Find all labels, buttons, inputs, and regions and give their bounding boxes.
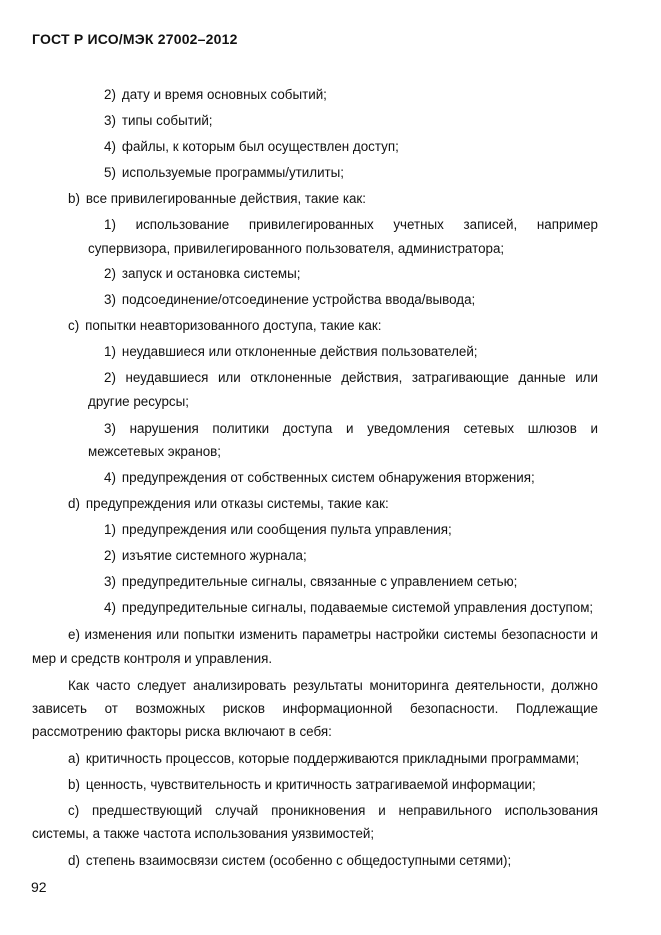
item-text: файлы, к которым был осуществлен доступ; [121, 139, 399, 154]
list-item [104, 164, 344, 181]
item-text: использование привилегированных учетных записей, например [135, 217, 598, 232]
item-continuation: системы, а также частота использования уязвимостей; [32, 826, 375, 841]
item-text: изъятие системного журнала; [121, 548, 307, 563]
list-item [104, 265, 300, 282]
section-label: b) [68, 191, 80, 206]
section-item-e [68, 626, 598, 643]
item-text: дату и время основных событий; [121, 87, 327, 102]
item-text: нарушения политики доступа и уведомления сетевых шлюзов и [129, 421, 598, 436]
item-text: степень взаимосвязи систем (особенно с общедоступными сетями); [85, 853, 512, 868]
item-number: 4) [104, 600, 116, 615]
item-text: неудавшиеся или отклоненные действия, затрагивающие данные или [125, 370, 598, 385]
list-item [68, 750, 579, 767]
item-continuation: межсетевых экранов; [88, 444, 222, 459]
item-text: предшествующий случай проникновения и неправильного использования [92, 803, 598, 818]
list-item [68, 776, 536, 793]
item-number: 2) [104, 87, 116, 102]
section-label: d) [68, 496, 80, 511]
section-item-b [68, 190, 366, 207]
item-continuation: мер и средств контроля и управления. [32, 651, 273, 666]
list-item [68, 852, 511, 869]
item-text: неудавшиеся или отклоненные действия пользователей; [121, 344, 478, 359]
item-text: запуск и остановка системы; [121, 266, 301, 281]
item-text: предупредительные сигналы, связанные с управлением сетью; [121, 574, 518, 589]
item-number: 3) [104, 292, 116, 307]
list-item [104, 573, 517, 590]
section-text: предупреждения или отказы системы, такие как: [85, 496, 389, 511]
item-text: критичность процессов, которые поддерживаются прикладными программами; [85, 751, 580, 766]
paragraph-line: зависеть от возможных рисков информационной безопасности. Подлежащие [32, 701, 598, 716]
list-item [104, 216, 598, 233]
item-text: предупреждения от собственных систем обнаружения вторжения; [121, 470, 535, 485]
list-item [104, 420, 598, 437]
section-text: попытки неавторизованного доступа, такие как: [85, 318, 382, 333]
page-number: 92 [31, 879, 47, 895]
list-item [104, 469, 535, 486]
document-header: ГОСТ Р ИСО/МЭК 27002–2012 [32, 31, 238, 47]
section-label: e) [68, 627, 80, 642]
section-text: изменения или попытки изменить параметры настройки системы безопасности и [84, 627, 598, 642]
section-label: c) [68, 318, 80, 333]
item-text: ценность, чувствительность и критичность затрагиваемой информации; [85, 777, 536, 792]
list-item [104, 369, 598, 386]
list-item [104, 86, 327, 103]
section-item-c [68, 317, 381, 334]
item-label: a) [68, 751, 80, 766]
item-number: 1) [104, 522, 116, 537]
item-number: 5) [104, 165, 116, 180]
item-continuation: супервизора, привилегированного пользователя, администратора; [88, 241, 505, 256]
paragraph-line: Как часто следует анализировать результаты мониторинга деятельности, должно [68, 678, 598, 693]
item-text: предупреждения или сообщения пульта управления; [121, 522, 452, 537]
item-number: 4) [104, 470, 116, 485]
item-number: 1) [104, 217, 116, 232]
item-number: 3) [104, 113, 116, 128]
item-number: 2) [104, 548, 116, 563]
item-text: типы событий; [121, 113, 213, 128]
item-number: 1) [104, 344, 116, 359]
section-item-d [68, 495, 389, 512]
list-item [104, 547, 307, 564]
item-label: d) [68, 853, 80, 868]
item-number: 4) [104, 139, 116, 154]
list-item [104, 521, 452, 538]
item-number: 2) [104, 266, 116, 281]
item-number: 2) [104, 370, 116, 385]
item-text: подсоединение/отсоединение устройства ввода/вывода; [121, 292, 476, 307]
item-number: 3) [104, 421, 116, 436]
list-item [104, 112, 213, 129]
list-item [104, 138, 399, 155]
item-label: b) [68, 777, 80, 792]
list-item [104, 291, 475, 308]
item-text: предупредительные сигналы, подаваемые системой управления доступом; [121, 600, 594, 615]
item-text: используемые программы/утилиты; [121, 165, 345, 180]
paragraph-line: рассмотрению факторы риска включают в себя: [32, 724, 332, 739]
section-text: все привилегированные действия, такие как: [85, 191, 367, 206]
item-label: c) [68, 803, 80, 818]
item-continuation: другие ресурсы; [88, 394, 189, 409]
list-item [68, 802, 598, 819]
item-number: 3) [104, 574, 116, 589]
list-item [104, 343, 478, 360]
list-item [104, 599, 593, 616]
